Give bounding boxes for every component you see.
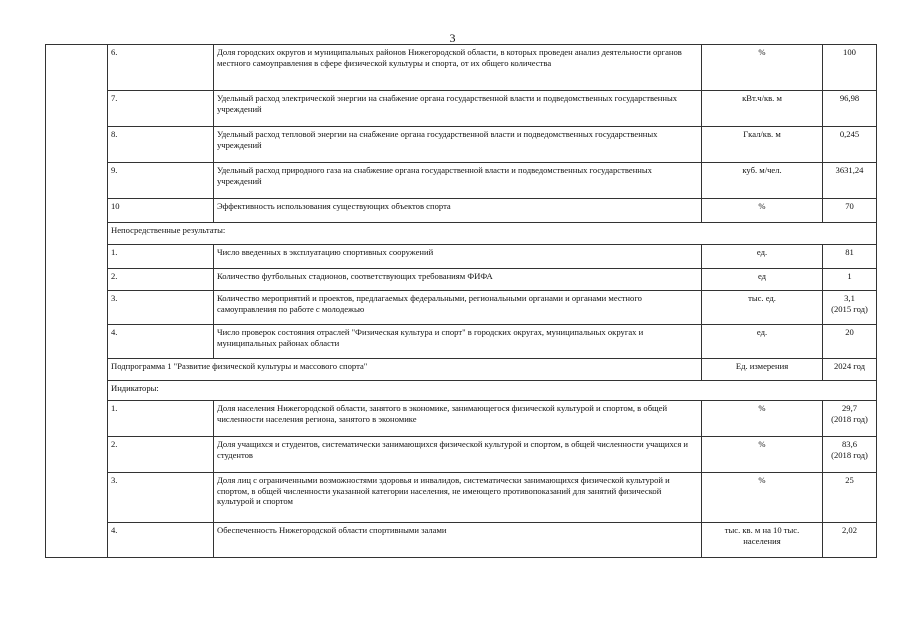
row-unit: % [702, 401, 823, 437]
row-value-main: 81 [845, 247, 854, 257]
row-value-main: 100 [843, 47, 856, 57]
row-unit: кВт.ч/кв. м [702, 91, 823, 127]
row-text: Удельный расход природного газа на снабжение органа государственной власти и подведомственных государственных учреждений [214, 163, 702, 199]
row-value-main: 3631,24 [835, 165, 864, 175]
row-unit: % [702, 437, 823, 473]
table-row [46, 437, 877, 473]
row-value [823, 325, 877, 359]
row-number: 1. [108, 245, 214, 269]
row-value-main: 83,6 [841, 439, 858, 449]
table-row [46, 91, 877, 127]
row-value-main: 0,245 [839, 129, 860, 139]
row-text: Доля городских округов и муниципальных районов Нижегородской области, в которых проведен анализ деятельности органов местного самоуправления в сфере физической культуры и спорта, от их общего количества [214, 45, 702, 91]
row-value [823, 269, 877, 291]
row-unit: ед. [702, 325, 823, 359]
section-heading: Непосредственные результаты: [108, 223, 877, 245]
row-unit: % [702, 473, 823, 523]
table-row [46, 291, 877, 325]
row-text: Эффективность использования существующих объектов спорта [214, 199, 702, 223]
row-unit: Гкал/кв. м [702, 127, 823, 163]
section-row [46, 381, 877, 401]
row-number: 4. [108, 325, 214, 359]
row-number: 1. [108, 401, 214, 437]
row-value [823, 45, 877, 91]
row-value-main: 2,02 [841, 525, 858, 535]
table-row [46, 199, 877, 223]
row-number: 9. [108, 163, 214, 199]
indicators-table [45, 44, 877, 558]
table-row [46, 401, 877, 437]
left-margin-cell [46, 45, 108, 558]
page-number: 3 [449, 31, 456, 45]
table-row [46, 325, 877, 359]
row-value-main: 1 [847, 271, 852, 281]
row-unit: ед. [702, 245, 823, 269]
row-value [823, 401, 877, 437]
table-row [46, 163, 877, 199]
row-number: 7. [108, 91, 214, 127]
row-value [823, 199, 877, 223]
table-row [46, 523, 877, 558]
row-number: 3. [108, 473, 214, 523]
row-number: 4. [108, 523, 214, 558]
row-value [823, 163, 877, 199]
row-text: Число проверок состояния отраслей "Физическая культура и спорт" в городских округах, муниципальных округах и муниципальных районах области [214, 325, 702, 359]
table-row [46, 45, 877, 91]
subprogram-unit-header: Ед. измерения [702, 359, 823, 381]
row-value [823, 91, 877, 127]
row-number: 6. [108, 45, 214, 91]
row-text: Доля учащихся и студентов, систематически занимающихся физической культурой и спортом, в общей численности учащихся и студентов [214, 437, 702, 473]
row-value [823, 291, 877, 325]
row-value-main: 25 [845, 475, 854, 485]
row-value-main: 3,1 [844, 293, 855, 303]
row-unit: куб. м/чел. [702, 163, 823, 199]
section-row [46, 223, 877, 245]
row-number: 8. [108, 127, 214, 163]
row-value-year: (2015 год) [831, 303, 868, 314]
row-number: 10 [108, 199, 214, 223]
subprogram-title: Подпрограмма 1 "Развитие физической культуры и массового спорта" [108, 359, 702, 381]
row-value [823, 473, 877, 523]
section-heading: Индикаторы: [108, 381, 877, 401]
row-value-main: 70 [845, 201, 854, 211]
row-unit: % [702, 45, 823, 91]
subprogram-year-header: 2024 год [823, 359, 877, 381]
row-value [823, 523, 877, 558]
table-row [46, 269, 877, 291]
row-value [823, 437, 877, 473]
row-text: Удельный расход тепловой энергии на снабжение органа государственной власти и подведомственных государственных учреждений [214, 127, 702, 163]
row-unit: % [702, 199, 823, 223]
row-unit: тыс. кв. м на 10 тыс. населения [702, 523, 823, 558]
row-value-main: 29,7 [841, 403, 858, 413]
row-value-main: 20 [845, 327, 854, 337]
row-unit: тыс. ед. [702, 291, 823, 325]
row-unit: ед [702, 269, 823, 291]
row-value-year: (2018 год) [831, 413, 868, 424]
row-text: Обеспеченность Нижегородской области спортивными залами [214, 523, 702, 558]
subprogram-row [46, 359, 877, 381]
row-value-year: (2018 год) [831, 449, 868, 460]
row-text: Число введенных в эксплуатацию спортивных сооружений [214, 245, 702, 269]
row-value [823, 127, 877, 163]
table-row [46, 245, 877, 269]
row-number: 2. [108, 269, 214, 291]
table-row [46, 127, 877, 163]
row-text: Количество мероприятий и проектов, предлагаемых федеральными, региональными органами и органами местного самоуправления по работе с молодежью [214, 291, 702, 325]
row-value-main: 96,98 [839, 93, 860, 103]
table-row [46, 473, 877, 523]
row-text: Доля населения Нижегородской области, занятого в экономике, занимающегося физической культурой и спортом, в общей численности населения региона, занятого в экономике [214, 401, 702, 437]
row-text: Количество футбольных стадионов, соответствующих требованиям ФИФА [214, 269, 702, 291]
row-number: 2. [108, 437, 214, 473]
row-text: Удельный расход электрической энергии на снабжение органа государственной власти и подведомственных государственных учреждений [214, 91, 702, 127]
row-number: 3. [108, 291, 214, 325]
row-text: Доля лиц с ограниченными возможностями здоровья и инвалидов, систематически занимающихся физической культурой и спортом, в общей численности указанной категории населения, не имеющего противопоказаний для занятий физической культурой и спортом [214, 473, 702, 523]
indicators-table-body [46, 45, 877, 558]
row-value [823, 245, 877, 269]
